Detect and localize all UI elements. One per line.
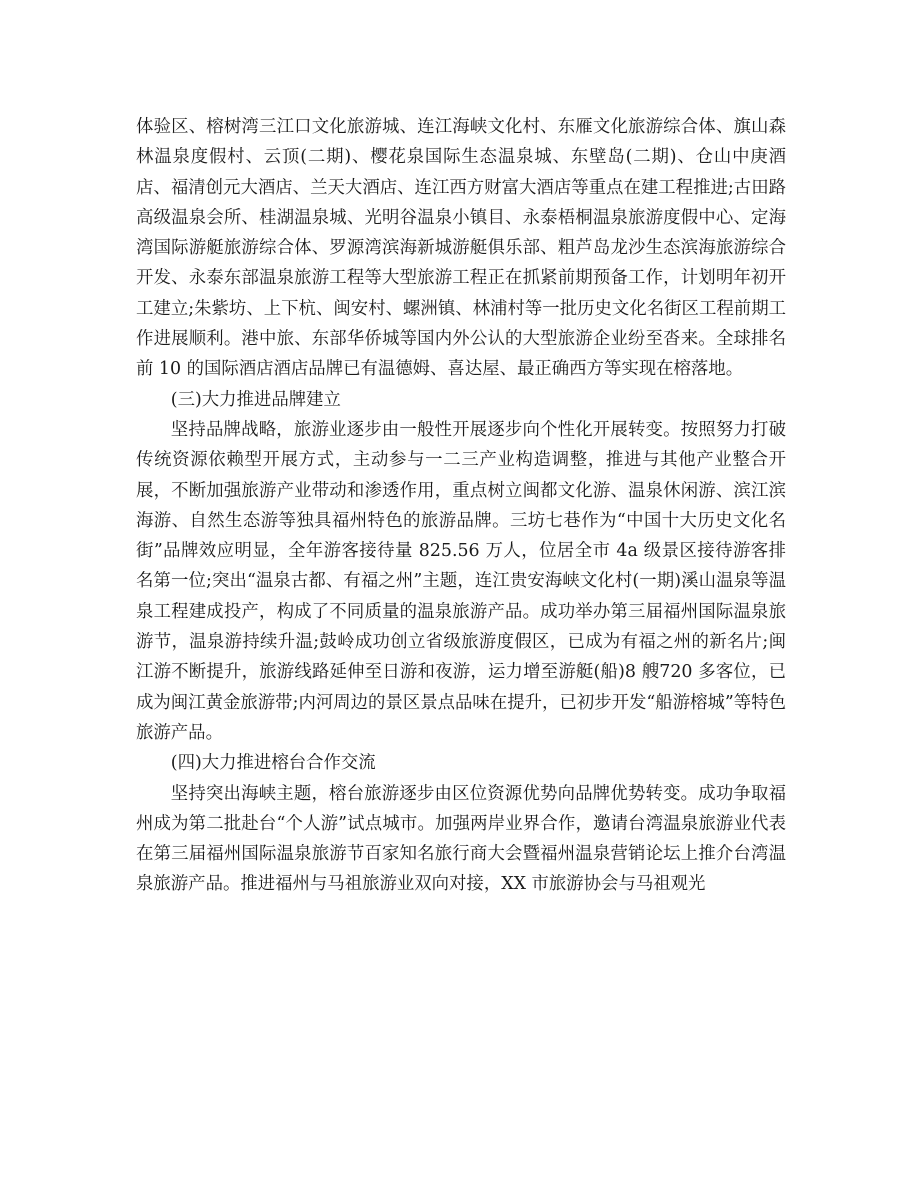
paragraph-continuation: 体验区、榕树湾三江口文化旅游城、连江海峡文化村、东雁文化旅游综合体、旗山森林温泉度假村、云顶(二期)、樱花泉国际生态温泉城、东壁岛(二期)、仓山中庚酒店、福清创元大酒店、兰天大酒店、连江西方财富大酒店等重点在建工程推进;古田路高级温泉会所、桂湖温泉城、光明谷温泉小镇目、永泰梧桐温泉旅游度假中心、定海湾国际游艇旅游综合体、罗源湾滨海新城游艇俱乐部、粗芦岛龙沙生态滨海旅游综合开发、永泰东部温泉旅游工程等大型旅游工程正在抓紧前期预备工作，计划明年初开工建立;朱紫坊、上下杭、闽安村、螺洲镇、林浦村等一批历史文化名街区工程前期工作进展顺利。港中旅、东部华侨城等国内外公认的大型旅游企业纷至沓来。全球排名前 10 的国际酒店酒店品牌已有温德姆、喜达屋、最正确西方等实现在榕落地。 — [136, 117, 786, 380]
section-heading-taiwan: (四)大力推进榕台合作交流 — [170, 753, 376, 774]
paragraph-taiwan-cooperation: 坚持突出海峡主题，榕台旅游逐步由区位资源优势向品牌优势转变。成功争取福州成为第二批赴台“个人游”试点城市。加强两岸业界合作，邀请台湾温泉旅游业代表在第三届福州国际温泉旅游节百家知名旅行商大会暨福州温泉营销论坛上推介台湾温泉旅游产品。推进福州与马祖旅游业双向对接，XX 市旅游协会与马祖观光 — [136, 783, 786, 895]
section-heading-brand: (三)大力推进品牌建立 — [170, 389, 341, 410]
document-body — [136, 112, 786, 900]
paragraph-brand-strategy: 坚持品牌战略，旅游业逐步由一般性开展逐步向个性化开展转变。按照努力打破传统资源依赖型开展方式，主动参与一二三产业构造调整，推进与其他产业整合开展，不断加强旅游产业带动和渗透作用，重点树立闽都文化游、温泉休闲游、滨江滨海游、自然生态游等独具福州特色的旅游品牌。三坊七巷作为“中国十大历史文化名街”品牌效应明显，全年游客接待量 825.56 万人，位居全市 4a 级景区接待游客排名第一位;突出“温泉古都、有福之州”主题，连江贵安海峡文化村(一期)溪山温泉等温泉工程建成投产，构成了不同质量的温泉旅游产品。成功举办第三届福州国际温泉旅游节，温泉游持续升温;鼓岭成功创立省级旅游度假区，已成为有福之州的新名片;闽江游不断提升，旅游线路延伸至日游和夜游，运力增至游艇(船)8 艘720 多客位，已成为闽江黄金旅游带;内河周边的景区景点品味在提升，已初步开发“船游榕城”等特色旅游产品。 — [136, 419, 786, 743]
